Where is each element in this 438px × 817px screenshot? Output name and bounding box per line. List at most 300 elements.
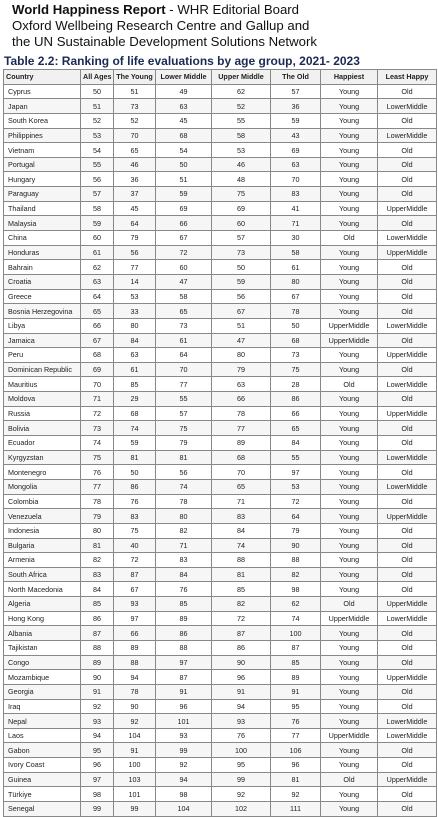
table-cell: 75 — [81, 450, 114, 465]
table-cell: 64 — [271, 509, 321, 524]
table-cell: 100 — [271, 626, 321, 641]
table-cell: 74 — [212, 538, 271, 553]
table-cell: Young — [321, 113, 378, 128]
table-cell: 36 — [271, 99, 321, 114]
table-cell: 52 — [81, 113, 114, 128]
table-cell: 77 — [114, 260, 156, 275]
country-cell: Bulgaria — [4, 538, 81, 553]
table-cell: 94 — [81, 728, 114, 743]
country-cell: Mauritius — [4, 377, 81, 392]
table-row — [4, 128, 437, 143]
table-cell: 76 — [271, 714, 321, 729]
table-cell: Young — [321, 787, 378, 802]
table-cell: 97 — [156, 655, 212, 670]
table-cell: 75 — [212, 187, 271, 202]
table-cell: Young — [321, 421, 378, 436]
table-cell: 80 — [271, 274, 321, 289]
table-cell: 85 — [156, 597, 212, 612]
editorial-board: - WHR Editorial Board — [165, 2, 300, 17]
table-cell: LowerMiddle — [378, 728, 437, 743]
table-cell: 66 — [212, 392, 271, 407]
table-cell: 83 — [156, 553, 212, 568]
table-cell: 84 — [156, 567, 212, 582]
table-cell: 89 — [81, 655, 114, 670]
table-body — [4, 84, 437, 816]
table-cell: 61 — [156, 333, 212, 348]
table-cell: 68 — [114, 406, 156, 421]
table-cell: Old — [378, 567, 437, 582]
table-cell: 76 — [212, 728, 271, 743]
table-cell: 83 — [114, 509, 156, 524]
table-cell: 93 — [156, 728, 212, 743]
table-row — [4, 553, 437, 568]
country-cell: Mongolia — [4, 479, 81, 494]
table-cell: LowerMiddle — [378, 714, 437, 729]
table-cell: Young — [321, 289, 378, 304]
table-row — [4, 377, 437, 392]
table-cell: 99 — [156, 743, 212, 758]
table-row — [4, 84, 437, 99]
table-cell: LowerMiddle — [378, 611, 437, 626]
table-cell: 57 — [156, 406, 212, 421]
table-cell: 86 — [156, 626, 212, 641]
table-row — [4, 187, 437, 202]
table-cell: Old — [378, 157, 437, 172]
table-cell: Young — [321, 494, 378, 509]
table-cell: 85 — [212, 582, 271, 597]
table-cell: Old — [378, 758, 437, 773]
table-cell: 83 — [81, 567, 114, 582]
table-cell: Young — [321, 436, 378, 451]
header-line-1 — [12, 2, 434, 18]
table-cell: Young — [321, 187, 378, 202]
table-cell: 77 — [212, 421, 271, 436]
table-cell: 81 — [271, 772, 321, 787]
table-row — [4, 772, 437, 787]
table-cell: 78 — [156, 494, 212, 509]
table-cell: 89 — [156, 611, 212, 626]
table-cell: 72 — [212, 611, 271, 626]
column-header: Least Happy — [378, 70, 437, 85]
table-cell: 69 — [271, 143, 321, 158]
country-cell: Nepal — [4, 714, 81, 729]
country-cell: Colombia — [4, 494, 81, 509]
table-cell: Young — [321, 523, 378, 538]
table-row — [4, 655, 437, 670]
country-cell: Jamaica — [4, 333, 81, 348]
table-cell: 78 — [271, 304, 321, 319]
country-cell: Bosnia Herzegovina — [4, 304, 81, 319]
table-cell: 93 — [81, 714, 114, 729]
table-row — [4, 216, 437, 231]
table-row — [4, 450, 437, 465]
table-cell: 73 — [212, 245, 271, 260]
table-cell: Old — [378, 553, 437, 568]
table-cell: 62 — [81, 260, 114, 275]
table-cell: Old — [321, 772, 378, 787]
table-cell: Old — [378, 333, 437, 348]
table-cell: 50 — [114, 465, 156, 480]
table-cell: 50 — [81, 84, 114, 99]
table-cell: 87 — [271, 640, 321, 655]
table-cell: 66 — [156, 216, 212, 231]
table-cell: LowerMiddle — [378, 99, 437, 114]
table-cell: 79 — [81, 509, 114, 524]
table-cell: 65 — [271, 421, 321, 436]
country-cell: Indonesia — [4, 523, 81, 538]
table-cell: Young — [321, 84, 378, 99]
country-cell: Malaysia — [4, 216, 81, 231]
table-cell: 92 — [81, 699, 114, 714]
table-cell: UpperMiddle — [378, 201, 437, 216]
table-cell: 82 — [271, 567, 321, 582]
table-cell: 82 — [81, 553, 114, 568]
table-cell: 77 — [271, 728, 321, 743]
table-cell: 95 — [271, 699, 321, 714]
table-cell: 56 — [212, 289, 271, 304]
table-cell: 106 — [271, 743, 321, 758]
table-cell: 69 — [81, 362, 114, 377]
table-row — [4, 626, 437, 641]
table-cell: 43 — [271, 128, 321, 143]
table-row — [4, 699, 437, 714]
table-cell: Old — [378, 655, 437, 670]
country-cell: South Africa — [4, 567, 81, 582]
table-row — [4, 172, 437, 187]
table-cell: Old — [378, 143, 437, 158]
table-cell: 83 — [271, 187, 321, 202]
table-cell: 57 — [212, 231, 271, 246]
table-cell: 14 — [114, 274, 156, 289]
table-cell: 83 — [212, 509, 271, 524]
table-cell: 98 — [81, 787, 114, 802]
table-cell: Young — [321, 216, 378, 231]
table-row — [4, 143, 437, 158]
table-cell: 72 — [271, 494, 321, 509]
table-cell: Young — [321, 626, 378, 641]
table-cell: 65 — [81, 304, 114, 319]
country-cell: Ecuador — [4, 436, 81, 451]
table-cell: 67 — [156, 231, 212, 246]
table-cell: Young — [321, 670, 378, 685]
table-cell: UpperMiddle — [321, 728, 378, 743]
table-cell: 65 — [156, 304, 212, 319]
table-cell: 59 — [212, 274, 271, 289]
table-cell: 78 — [81, 494, 114, 509]
table-cell: 63 — [156, 99, 212, 114]
table-cell: 67 — [212, 304, 271, 319]
country-cell: Albania — [4, 626, 81, 641]
table-cell: 73 — [114, 99, 156, 114]
table-cell: 88 — [81, 640, 114, 655]
table-cell: 30 — [271, 231, 321, 246]
country-cell: Mozambique — [4, 670, 81, 685]
table-row — [4, 348, 437, 363]
table-cell: Young — [321, 699, 378, 714]
table-cell: Old — [378, 684, 437, 699]
table-cell: 88 — [212, 553, 271, 568]
table-cell: 90 — [212, 655, 271, 670]
table-cell: UpperMiddle — [378, 509, 437, 524]
table-cell: 99 — [212, 772, 271, 787]
table-cell: LowerMiddle — [378, 318, 437, 333]
table-cell: Old — [321, 377, 378, 392]
table-row — [4, 99, 437, 114]
table-cell: 91 — [114, 743, 156, 758]
table-cell: Young — [321, 201, 378, 216]
country-cell: China — [4, 231, 81, 246]
table-cell: 91 — [212, 684, 271, 699]
table-cell: 53 — [114, 289, 156, 304]
table-cell: 62 — [212, 84, 271, 99]
table-cell: 97 — [114, 611, 156, 626]
table-row — [4, 670, 437, 685]
table-cell: 56 — [81, 172, 114, 187]
table-row — [4, 436, 437, 451]
table-cell: 75 — [156, 421, 212, 436]
table-cell: Young — [321, 465, 378, 480]
table-row — [4, 611, 437, 626]
table-cell: 91 — [81, 684, 114, 699]
country-cell: Guinea — [4, 772, 81, 787]
table-row — [4, 640, 437, 655]
table-cell: Young — [321, 128, 378, 143]
table-cell: 87 — [212, 626, 271, 641]
country-cell: South Korea — [4, 113, 81, 128]
table-cell: 78 — [114, 684, 156, 699]
table-cell: 89 — [212, 436, 271, 451]
table-cell: 61 — [114, 362, 156, 377]
table-cell: LowerMiddle — [378, 450, 437, 465]
table-cell: UpperMiddle — [321, 318, 378, 333]
table-cell: Young — [321, 640, 378, 655]
table-row — [4, 245, 437, 260]
table-cell: 52 — [212, 99, 271, 114]
table-cell: 94 — [114, 670, 156, 685]
table-cell: 80 — [212, 348, 271, 363]
table-cell: UpperMiddle — [321, 611, 378, 626]
table-cell: 84 — [271, 436, 321, 451]
table-cell: 87 — [156, 670, 212, 685]
report-header — [0, 0, 438, 52]
ranking-table — [3, 69, 437, 817]
table-cell: 56 — [156, 465, 212, 480]
country-cell: Kyrgyzstan — [4, 450, 81, 465]
table-cell: 90 — [271, 538, 321, 553]
country-cell: North Macedonia — [4, 582, 81, 597]
table-cell: Old — [378, 626, 437, 641]
table-cell: Young — [321, 245, 378, 260]
table-cell: 70 — [212, 465, 271, 480]
table-cell: 102 — [212, 802, 271, 817]
table-cell: 101 — [114, 787, 156, 802]
table-cell: 76 — [156, 582, 212, 597]
table-row — [4, 392, 437, 407]
table-cell: Young — [321, 582, 378, 597]
country-cell: Greece — [4, 289, 81, 304]
table-cell: 47 — [212, 333, 271, 348]
table-cell: 59 — [156, 187, 212, 202]
table-cell: 45 — [114, 201, 156, 216]
table-cell: Old — [378, 787, 437, 802]
table-cell: 85 — [114, 377, 156, 392]
table-cell: Old — [378, 172, 437, 187]
table-cell: 92 — [271, 787, 321, 802]
table-cell: 50 — [156, 157, 212, 172]
table-cell: Old — [321, 231, 378, 246]
table-cell: 94 — [212, 699, 271, 714]
table-cell: 29 — [114, 392, 156, 407]
country-cell: Hungary — [4, 172, 81, 187]
table-cell: 97 — [81, 772, 114, 787]
table-cell: 72 — [156, 245, 212, 260]
table-cell: 95 — [81, 743, 114, 758]
table-cell: 70 — [156, 362, 212, 377]
table-row — [4, 758, 437, 773]
table-row — [4, 157, 437, 172]
table-cell: 92 — [114, 714, 156, 729]
table-cell: 76 — [81, 465, 114, 480]
table-cell: UpperMiddle — [378, 406, 437, 421]
table-cell: 76 — [114, 494, 156, 509]
table-cell: Old — [378, 421, 437, 436]
table-cell: 60 — [156, 260, 212, 275]
table-title: Table 2.2: Ranking of life evaluations by age group, 2021- 2023 — [4, 54, 360, 68]
country-cell: Georgia — [4, 684, 81, 699]
table-cell: Old — [378, 362, 437, 377]
country-cell: Bolivia — [4, 421, 81, 436]
table-row — [4, 597, 437, 612]
table-cell: Old — [378, 289, 437, 304]
table-cell: 67 — [114, 582, 156, 597]
table-cell: 78 — [212, 406, 271, 421]
country-cell: Ivory Coast — [4, 758, 81, 773]
table-cell: 101 — [156, 714, 212, 729]
table-cell: 96 — [156, 699, 212, 714]
table-cell: 88 — [156, 640, 212, 655]
table-row — [4, 231, 437, 246]
table-cell: 81 — [114, 450, 156, 465]
table-cell: 71 — [81, 392, 114, 407]
table-cell: Old — [378, 113, 437, 128]
country-cell: Peru — [4, 348, 81, 363]
table-cell: 71 — [212, 494, 271, 509]
table-cell: Old — [378, 538, 437, 553]
table-cell: 74 — [156, 479, 212, 494]
table-cell: 53 — [212, 143, 271, 158]
table-cell: UpperMiddle — [378, 348, 437, 363]
table-row — [4, 538, 437, 553]
table-cell: 54 — [81, 143, 114, 158]
table-cell: 80 — [81, 523, 114, 538]
table-cell: 82 — [212, 597, 271, 612]
table-cell: Old — [378, 582, 437, 597]
country-cell: Türkiye — [4, 787, 81, 802]
table-cell: 75 — [271, 362, 321, 377]
column-header: The Old — [271, 70, 321, 85]
table-cell: Young — [321, 143, 378, 158]
table-cell: 79 — [114, 231, 156, 246]
table-cell: Old — [378, 274, 437, 289]
table-cell: 79 — [212, 362, 271, 377]
table-cell: 69 — [212, 201, 271, 216]
table-cell: Young — [321, 714, 378, 729]
table-cell: UpperMiddle — [321, 333, 378, 348]
country-cell: Tajikistan — [4, 640, 81, 655]
table-cell: 59 — [271, 113, 321, 128]
table-cell: 58 — [81, 201, 114, 216]
table-cell: 90 — [114, 699, 156, 714]
country-cell: Honduras — [4, 245, 81, 260]
table-row — [4, 406, 437, 421]
table-cell: 68 — [212, 450, 271, 465]
table-cell: Young — [321, 802, 378, 817]
table-cell: 36 — [114, 172, 156, 187]
column-header: Happiest — [321, 70, 378, 85]
table-cell: 67 — [81, 333, 114, 348]
table-cell: 81 — [156, 450, 212, 465]
table-cell: 59 — [81, 216, 114, 231]
table-row — [4, 582, 437, 597]
table-cell: 85 — [81, 597, 114, 612]
table-cell: 63 — [81, 274, 114, 289]
table-cell: 28 — [271, 377, 321, 392]
table-cell: UpperMiddle — [378, 772, 437, 787]
table-row — [4, 260, 437, 275]
country-cell: Senegal — [4, 802, 81, 817]
table-cell: 65 — [212, 479, 271, 494]
table-cell: 87 — [81, 626, 114, 641]
table-cell: 96 — [212, 670, 271, 685]
table-row — [4, 318, 437, 333]
table-cell: 56 — [114, 245, 156, 260]
table-cell: Young — [321, 406, 378, 421]
table-cell: Old — [378, 640, 437, 655]
table-cell: Old — [378, 523, 437, 538]
table-cell: 75 — [114, 523, 156, 538]
table-cell: Young — [321, 553, 378, 568]
table-cell: 84 — [81, 582, 114, 597]
table-cell: Old — [378, 216, 437, 231]
table-row — [4, 523, 437, 538]
table-cell: 53 — [81, 128, 114, 143]
table-cell: 55 — [212, 113, 271, 128]
table-cell: 91 — [271, 684, 321, 699]
table-cell: 61 — [271, 260, 321, 275]
table-cell: Old — [378, 699, 437, 714]
table-row — [4, 567, 437, 582]
table-cell: 71 — [156, 538, 212, 553]
country-cell: Laos — [4, 728, 81, 743]
table-cell: 51 — [114, 84, 156, 99]
table-cell: 62 — [271, 597, 321, 612]
table-cell: 55 — [156, 392, 212, 407]
table-cell: 77 — [156, 377, 212, 392]
country-cell: Venezuela — [4, 509, 81, 524]
table-cell: 97 — [271, 465, 321, 480]
table-cell: 88 — [271, 553, 321, 568]
table-cell: 96 — [271, 758, 321, 773]
column-header: All Ages — [81, 70, 114, 85]
table-cell: 86 — [114, 479, 156, 494]
table-cell: 70 — [81, 377, 114, 392]
table-cell: 90 — [81, 670, 114, 685]
table-cell: 91 — [156, 684, 212, 699]
table-cell: Young — [321, 655, 378, 670]
table-cell: 80 — [156, 509, 212, 524]
table-cell: Young — [321, 172, 378, 187]
country-cell: Russia — [4, 406, 81, 421]
